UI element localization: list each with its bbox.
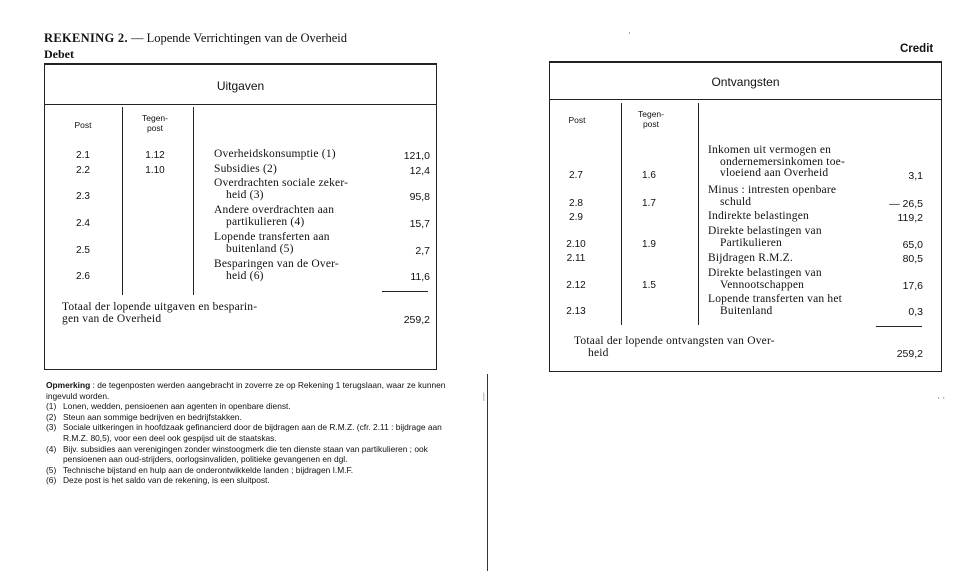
- scan-speck: · ·: [937, 393, 946, 403]
- row-value: 12,4: [409, 165, 430, 177]
- row-description-line: Direkte belastingen van: [708, 267, 822, 279]
- footnote-item: [46, 465, 446, 476]
- credit-sum-rule: [876, 326, 922, 327]
- footnote-intro-text: : de tegenposten werden aangebracht in zoverre ze op Rekening 1 terugslaan, waar ze kunnen ingevuld worden.: [46, 380, 446, 401]
- row-description-line: partikulieren (4): [226, 215, 305, 228]
- row-post: 2.13: [566, 306, 586, 317]
- row-description: [214, 178, 348, 201]
- row-tegenpost: 1.6: [642, 170, 656, 181]
- row-post: 2.3: [76, 191, 90, 202]
- row-post: 2.1: [76, 150, 90, 161]
- row-description-line: Direkte belastingen van: [708, 225, 822, 237]
- row-tegenpost: 1.9: [642, 239, 656, 250]
- row-description-line: Overdrachten sociale zeker-: [214, 177, 349, 189]
- footnote-number: (3): [46, 422, 57, 433]
- row-description-line: Lopende transferten aan: [214, 231, 330, 243]
- scan-speck: |: [483, 391, 485, 401]
- row-description: [214, 164, 277, 176]
- row-description-line: buitenland (5): [226, 242, 294, 255]
- row-description: [708, 226, 822, 249]
- row-description-line: Subsidies (2): [214, 163, 277, 175]
- row-post: 2.2: [76, 165, 90, 176]
- debit-total-value: 259,2: [403, 314, 430, 326]
- row-description-line: Buitenland: [720, 304, 773, 317]
- footnote-item: [46, 401, 446, 412]
- row-description-line: schuld: [720, 195, 752, 208]
- row-tegenpost: 1.12: [145, 150, 165, 161]
- footnote-number: (6): [46, 475, 57, 486]
- row-description: [708, 211, 809, 223]
- credit-table: [549, 61, 942, 372]
- footnote-item: [46, 422, 446, 443]
- footnote-text: Lonen, wedden, pensioenen aan agenten in openbare dienst.: [63, 401, 291, 412]
- footnote-item: [46, 475, 446, 486]
- footnote-intro: [46, 380, 446, 401]
- row-value: 119,2: [897, 212, 923, 224]
- footnote-list: [46, 401, 446, 486]
- row-tegenpost: 1.7: [642, 198, 656, 209]
- row-description: [708, 185, 836, 208]
- title-text: — Lopende Verrichtingen van de Overheid: [131, 31, 348, 45]
- row-post: 2.8: [569, 198, 583, 209]
- credit-col-divider-2: [698, 103, 699, 325]
- row-post: 2.10: [566, 239, 586, 250]
- row-post: 2.11: [566, 253, 586, 264]
- credit-total-value: 259,2: [896, 348, 923, 360]
- footnote-item: [46, 412, 446, 423]
- credit-col-post: Post: [568, 115, 586, 125]
- row-description-line: ondernemersinkomen toe-: [720, 155, 845, 168]
- credit-label: Credit: [900, 43, 934, 55]
- row-post: 2.6: [76, 271, 90, 282]
- row-description: [214, 149, 336, 161]
- row-description-line: heid (3): [226, 188, 264, 201]
- credit-col-tegenpost: Tegen- post: [638, 109, 664, 129]
- debit-table: [44, 63, 437, 370]
- scan-speck: ·: [628, 28, 631, 38]
- row-value: 3,1: [908, 170, 923, 182]
- row-value: 17,6: [902, 280, 923, 292]
- row-tegenpost: 1.5: [642, 280, 656, 291]
- debit-col-tegenpost: Tegen- post: [142, 113, 168, 133]
- debit-label: Debet: [44, 47, 74, 61]
- row-description-line: Minus : intresten openbare: [708, 184, 837, 196]
- footnote-number: (1): [46, 401, 57, 412]
- debit-total-label: Totaal der lopende uitgaven en besparin- gen van de Overheid: [62, 301, 258, 325]
- debit-header-rule: [45, 104, 436, 105]
- title-account-number: REKENING 2.: [44, 31, 128, 45]
- row-description-line: Bijdragen R.M.Z.: [708, 252, 793, 264]
- row-description-line: Partikulieren: [720, 236, 782, 249]
- footnote-text: Sociale uitkeringen in hoofdzaak gefinancierd door de bijdragen aan de R.M.Z. (cfr. 2.11 : bijdrage aan R.M.Z. 80,5), voor een deel ook gespijsd uit de staatskas.: [63, 422, 442, 443]
- row-description: [708, 253, 793, 265]
- footnote-text: Steun aan sommige bedrijven en bedrijfstakken.: [63, 411, 242, 422]
- row-tegenpost: 1.10: [145, 165, 165, 176]
- row-value: 121,0: [403, 150, 430, 162]
- page-fold-line: [487, 374, 488, 571]
- row-post: 2.12: [566, 280, 586, 291]
- row-description-line: heid (6): [226, 269, 264, 282]
- row-value: 65,0: [902, 239, 923, 251]
- row-description-line: Indirekte belastingen: [708, 210, 809, 222]
- footnote-number: (2): [46, 411, 57, 422]
- row-description: [214, 259, 339, 282]
- row-value: — 26,5: [889, 198, 923, 210]
- footnote-item: [46, 444, 446, 465]
- row-description: [214, 205, 334, 228]
- row-description-line: vloeiend aan Overheid: [720, 167, 829, 179]
- row-value: 80,5: [902, 253, 923, 265]
- credit-header-rule: [550, 99, 941, 100]
- credit-total-label: Totaal der lopende ontvangsten van Over- heid: [574, 335, 775, 359]
- footnotes: [46, 380, 446, 486]
- footnote-intro-label: Opmerking: [46, 380, 91, 390]
- debit-heading: Uitgaven: [216, 79, 265, 93]
- debit-col-divider-2: [193, 107, 194, 295]
- row-description-line: Lopende transferten van het: [708, 293, 843, 305]
- row-post: 2.9: [569, 212, 583, 223]
- footnote-text: Bijv. subsidies aan verenigingen zonder winstoogmerk die ten dienste staan van partikulieren ; ook pensioenen aan oud-strijders, oorlogsinvaliden, politieke gevangenen en dgl.: [63, 443, 428, 465]
- debit-col-divider-1: [122, 107, 123, 295]
- debit-col-post: Post: [74, 120, 92, 130]
- footnote-text: Technische bijstand en hulp aan de onderontwikkelde landen ; bijdragen I.M.F.: [63, 464, 354, 475]
- row-post: 2.7: [569, 170, 583, 181]
- credit-heading: Ontvangsten: [711, 75, 780, 89]
- row-description-line: Besparingen van de Over-: [214, 258, 339, 270]
- row-description-line: Vennootschappen: [720, 278, 805, 291]
- footnote-text: Deze post is het saldo van de rekening, is een sluitpost.: [63, 475, 270, 486]
- debit-sum-rule: [382, 291, 428, 292]
- credit-col-divider-1: [621, 103, 622, 325]
- row-description: [708, 268, 822, 291]
- page-title: [44, 32, 347, 45]
- row-value: 15,7: [409, 218, 430, 230]
- row-description-line: Overheidskonsumptie (1): [214, 148, 336, 160]
- row-value: 2,7: [415, 245, 430, 257]
- row-post: 2.4: [76, 218, 90, 229]
- row-value: 0,3: [908, 306, 923, 318]
- row-description-line: Andere overdrachten aan: [214, 204, 335, 216]
- footnote-number: (4): [46, 443, 57, 454]
- footnote-number: (5): [46, 464, 57, 475]
- row-value: 11,6: [410, 271, 430, 283]
- row-description-line: Inkomen uit vermogen en: [708, 144, 832, 156]
- row-post: 2.5: [76, 245, 90, 256]
- row-description: [214, 232, 330, 255]
- row-description: [708, 145, 845, 180]
- row-description: [708, 294, 842, 317]
- row-value: 95,8: [409, 191, 430, 203]
